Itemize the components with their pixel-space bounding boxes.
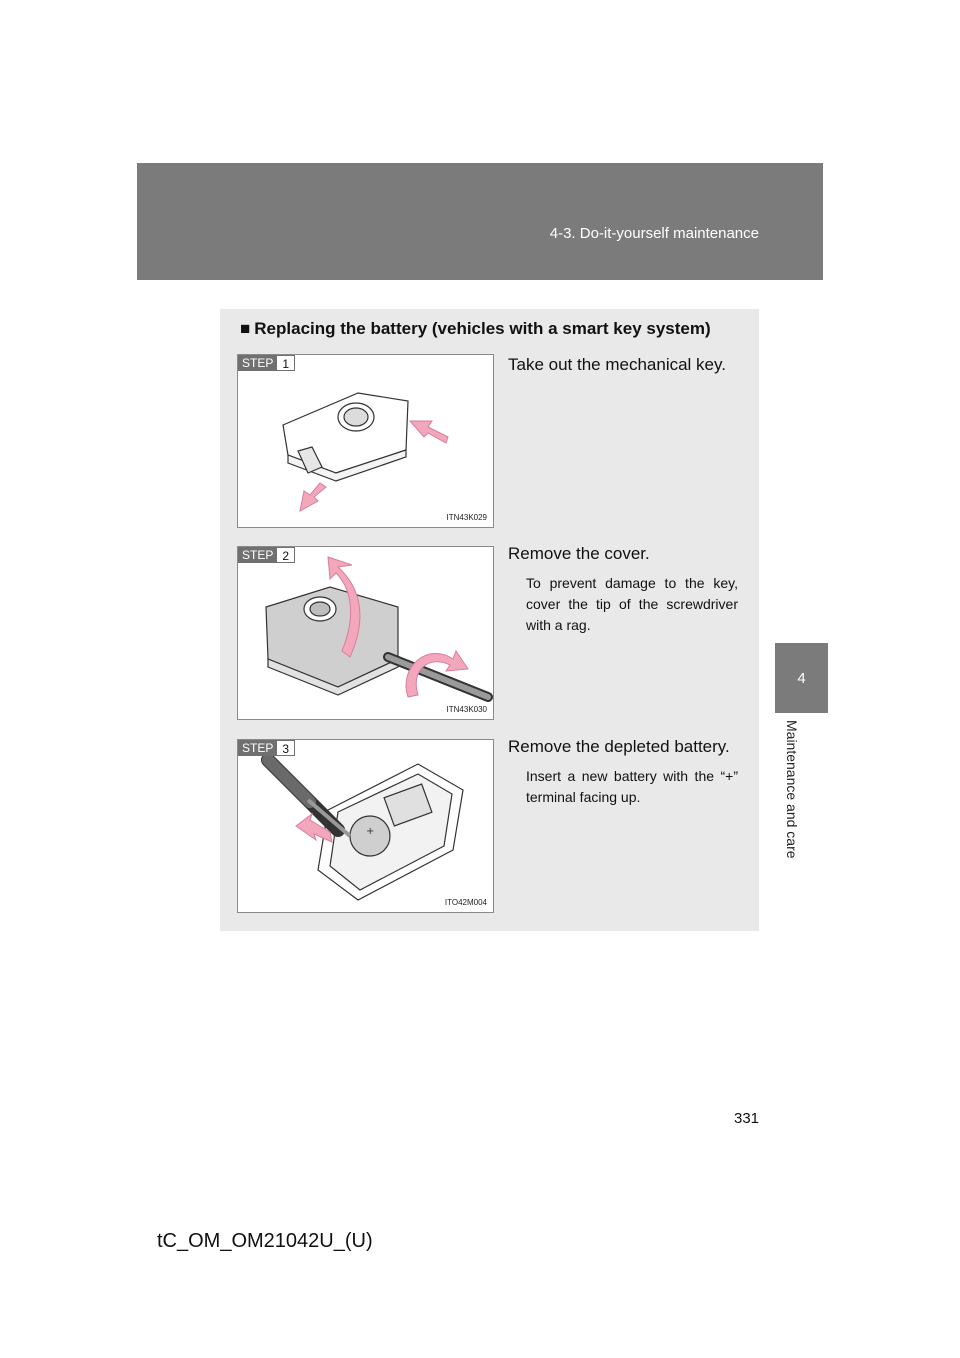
page-number: 331 [734, 1110, 760, 1127]
chapter-number: 4 [797, 669, 806, 687]
step-2-note: To prevent damage to the key, cover the tip of the screwdriver with a rag. [526, 575, 738, 633]
key-fob-illustration [238, 355, 493, 527]
figure-step-3 [237, 739, 494, 913]
battery-removal-illustration [238, 740, 493, 912]
panel-title [240, 319, 711, 339]
bullet-square: ■ [240, 319, 251, 338]
step-badge-3: STEP 3 [238, 740, 295, 756]
svg-text:+: + [366, 826, 375, 837]
section-title: 4-3. Do-it-yourself maintenance [549, 225, 759, 242]
figure-code-2: ITN43K030 [446, 705, 487, 714]
document-code: tC_OM_OM21042U_(U) [157, 1230, 373, 1252]
step-badge-1: STEP 1 [238, 355, 295, 371]
step-1-instruction: Take out the mechanical key. [508, 355, 726, 374]
step-badge-2: STEP 2 [238, 547, 295, 563]
chapter-label: Maintenance and care [784, 720, 800, 859]
chapter-tab [775, 643, 828, 713]
key-cover-illustration [238, 547, 493, 719]
step-3-instruction: Remove the depleted battery. [508, 737, 730, 756]
panel-title-text: Replacing the battery (vehicles with a smart key system) [254, 319, 711, 338]
step-3-note: Insert a new battery with the “+” terminal facing up. [526, 768, 738, 805]
figure-step-1 [237, 354, 494, 528]
step-2-instruction: Remove the cover. [508, 544, 650, 563]
figure-code-1: ITN43K029 [446, 513, 487, 522]
header-band [137, 163, 823, 280]
figure-code-3: ITO42M004 [444, 898, 487, 907]
figure-step-2 [237, 546, 494, 720]
